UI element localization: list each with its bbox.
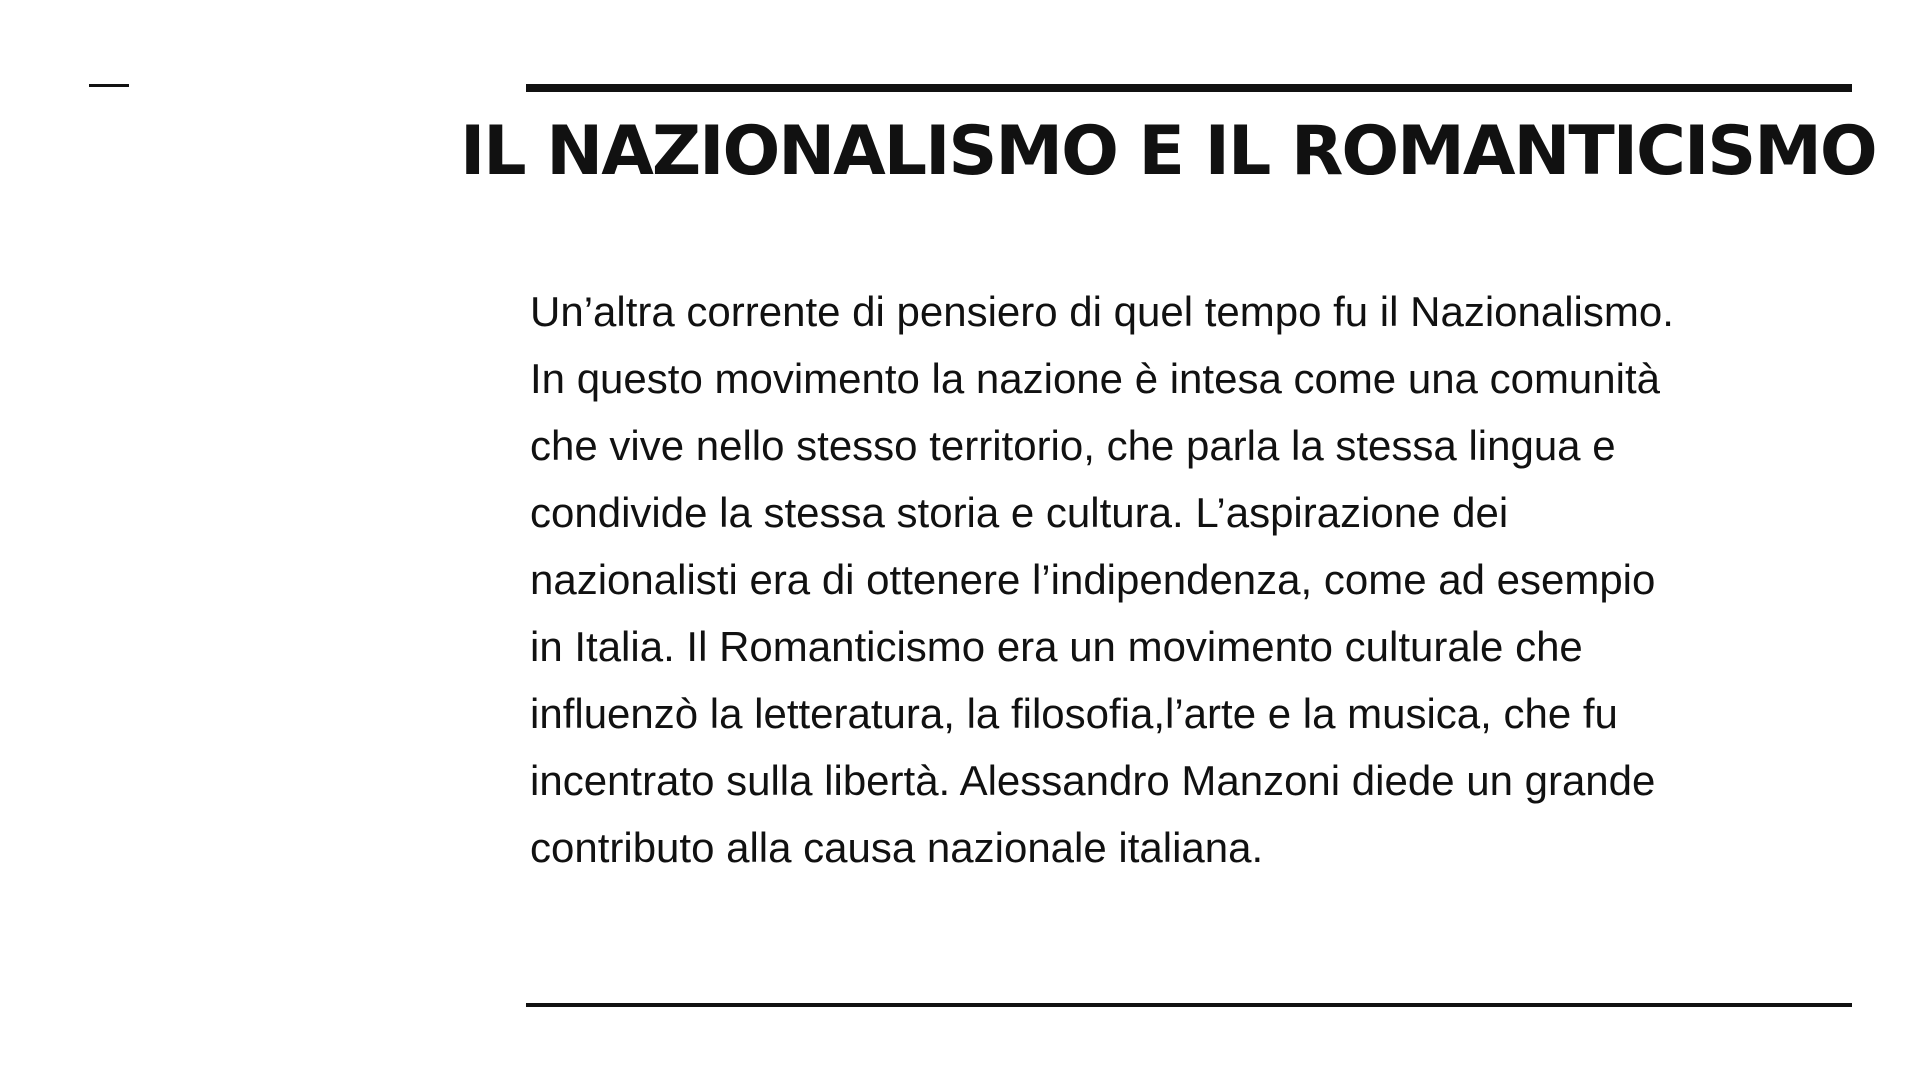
corner-dash-decoration bbox=[89, 84, 129, 87]
body-line: contributo alla causa nazionale italiana. bbox=[530, 824, 1264, 871]
body-line: influenzò la letteratura, la filosofia,l’arte e la musica, che fu bbox=[530, 690, 1618, 737]
body-line: In questo movimento la nazione è intesa come una comunità bbox=[530, 355, 1661, 402]
slide-body bbox=[530, 278, 1860, 881]
slide-title: IL NAZIONALISMO E IL ROMANTICISMO bbox=[460, 112, 1876, 191]
body-line: in Italia. Il Romanticismo era un movimento culturale che bbox=[530, 623, 1583, 670]
body-line: Un’altra corrente di pensiero di quel tempo fu il Nazionalismo. bbox=[530, 288, 1674, 335]
body-line: che vive nello stesso territorio, che parla la stessa lingua e bbox=[530, 422, 1616, 469]
body-line: incentrato sulla libertà. Alessandro Manzoni diede un grande bbox=[530, 757, 1656, 804]
body-line: nazionalisti era di ottenere l’indipendenza, come ad esempio bbox=[530, 556, 1656, 603]
bottom-rule bbox=[526, 1003, 1852, 1007]
body-line: condivide la stessa storia e cultura. L’aspirazione dei bbox=[530, 489, 1509, 536]
top-rule bbox=[526, 84, 1852, 92]
